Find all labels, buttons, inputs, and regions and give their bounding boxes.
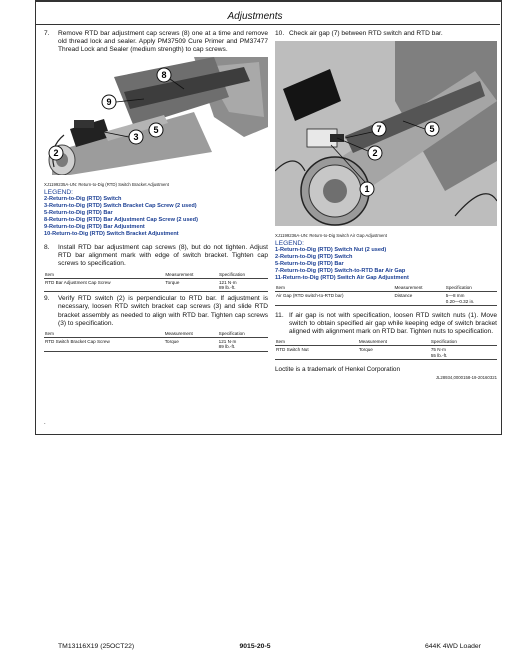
legend-item: 9-Return-to-Dig (RTD) Bar Adjustment	[44, 224, 145, 231]
legend-list	[44, 196, 268, 238]
svg-text:5: 5	[153, 125, 159, 136]
header-rule	[36, 24, 500, 25]
svg-text:2: 2	[372, 148, 378, 159]
legend-item: 5-Return-to-Dig (RTD) Bar	[275, 261, 344, 268]
callout-2	[49, 146, 63, 160]
legend-item: 10-Return-to-Dig (RTD) Switch Bracket Adjustment	[44, 231, 179, 238]
step-9: 9. Verify RTD switch (2) is perpendicular to RTD bar. If adjustment is necessary, loosen RTD switch bracket cap screws (3) and slide RTD bracket assembly as needed to align with RTD bar. Tighten cap screws (3) to specification.	[44, 295, 268, 327]
col-header: Specification	[218, 330, 268, 338]
col-header: Item	[275, 284, 393, 292]
footer-manual-id: TM13116X19 (25OCT22)	[58, 643, 135, 650]
col-header: Specification	[218, 271, 268, 279]
spec-table-switch-nut	[275, 338, 497, 360]
legend-item: 2-Return-to-Dig (RTD) Switch	[275, 254, 353, 261]
legend-title: LEGEND:	[44, 189, 73, 197]
svg-text:8: 8	[161, 70, 167, 81]
spec-table-air-gap	[275, 284, 497, 306]
legend-item: 7-Return-to-Dig (RTD) Switch-to-RTD Bar Air Gap	[275, 268, 406, 275]
figure-switch-bracket-adjustment	[44, 57, 268, 180]
reference-code: JL28934,0000158-19-20160321	[435, 375, 497, 380]
legend-item: 11-Return-to-Dig (RTD) Switch Air Gap Adjustment	[275, 275, 409, 282]
step-8: 8. Install RTD bar adjustment cap screws (8), but do not tighten. Adjust RTD bar alignment mark with edge of switch bracket. Tighten cap screws to specification.	[44, 244, 268, 268]
figure-air-gap-adjustment	[275, 41, 497, 231]
legend-item: 2-Return-to-Dig (RTD) Switch	[44, 196, 122, 203]
legend-item: 5-Return-to-Dig (RTD) Bar	[44, 210, 113, 217]
footer-model: 644K 4WD Loader	[425, 643, 481, 650]
col-header: Item	[44, 271, 164, 279]
right-column	[275, 30, 497, 380]
col-header: Item	[44, 330, 164, 338]
left-column	[44, 30, 268, 355]
callout-5	[149, 123, 163, 137]
col-header: Item	[275, 338, 358, 346]
page-title: Adjustments	[227, 11, 283, 22]
legend-title: LEGEND:	[275, 240, 304, 248]
svg-text:2: 2	[53, 148, 59, 159]
col-header: Measurement	[358, 338, 430, 346]
svg-text:1: 1	[364, 184, 370, 195]
col-header: Specification	[445, 284, 497, 292]
col-header: Measurement	[393, 284, 444, 292]
trademark-note: Loctite is a trademark of Henkel Corporation	[275, 366, 401, 373]
svg-text:7: 7	[376, 124, 382, 135]
footer-page-number: 9015-20-5	[239, 643, 271, 650]
spec-table-bar-cap-screw	[44, 271, 268, 293]
table-row: Air Gap (RTD switch-to-RTD bar) Distance 5—8 mm 0.20—0.32 in.	[275, 292, 497, 306]
stray-mark: .	[44, 420, 46, 426]
legend-item: 3-Return-to-Dig (RTD) Switch Bracket Cap Screw (2 used)	[44, 203, 197, 210]
svg-text:9: 9	[106, 97, 112, 108]
table-row: RTD Bar Adjustment Cap Screw Torque 121 N·m 89 lb.-ft.	[44, 278, 268, 292]
air-gap-illustration	[275, 41, 497, 226]
svg-text:5: 5	[429, 124, 435, 135]
figure-caption: XJ1199235A-UN: Return-to-Dig (RTD) Switch Bracket Adjustment	[44, 182, 169, 188]
spec-table-bracket-cap-screw	[44, 330, 268, 352]
figure-caption: XJ1199236A-UN: Return-to-Dig Switch Air Gap Adjustment	[275, 233, 387, 239]
table-row: RTD Switch Nut Torque 75 N·m 55 lb.-ft.	[275, 346, 497, 360]
step-10: 10. Check air gap (7) between RTD switch and RTD bar.	[275, 30, 443, 37]
svg-text:3: 3	[133, 132, 139, 143]
col-header: Specification	[430, 338, 497, 346]
rtd-bracket-illustration	[44, 57, 268, 175]
legend-item: 1-Return-to-Dig (RTD) Switch Nut (2 used)	[275, 247, 387, 254]
col-header: Measurement	[164, 330, 218, 338]
col-header: Measurement	[164, 271, 218, 279]
legend-list	[275, 247, 497, 282]
legend-item: 8-Return-to-Dig (RTD) Bar Adjustment Cap Screw (2 used)	[44, 217, 198, 224]
step-7: 7. Remove RTD bar adjustment cap screws (8) one at a time and remove old thread lock and sealer. Apply PM37509 Cure Primer and PM37477 Thread Lock and Sealer (medium strength) to cap screws.	[44, 30, 268, 54]
step-11: 11. If air gap is not with specification, loosen RTD switch nuts (1). Move switch to obtain specified air gap while keeping edge of switch bracket aligned with alignment mark on RTD bar. Tighten nuts to specification.	[275, 311, 497, 336]
table-row: RTD Switch Bracket Cap Screw Torque 121 N·m 89 lb.-ft.	[44, 337, 268, 351]
